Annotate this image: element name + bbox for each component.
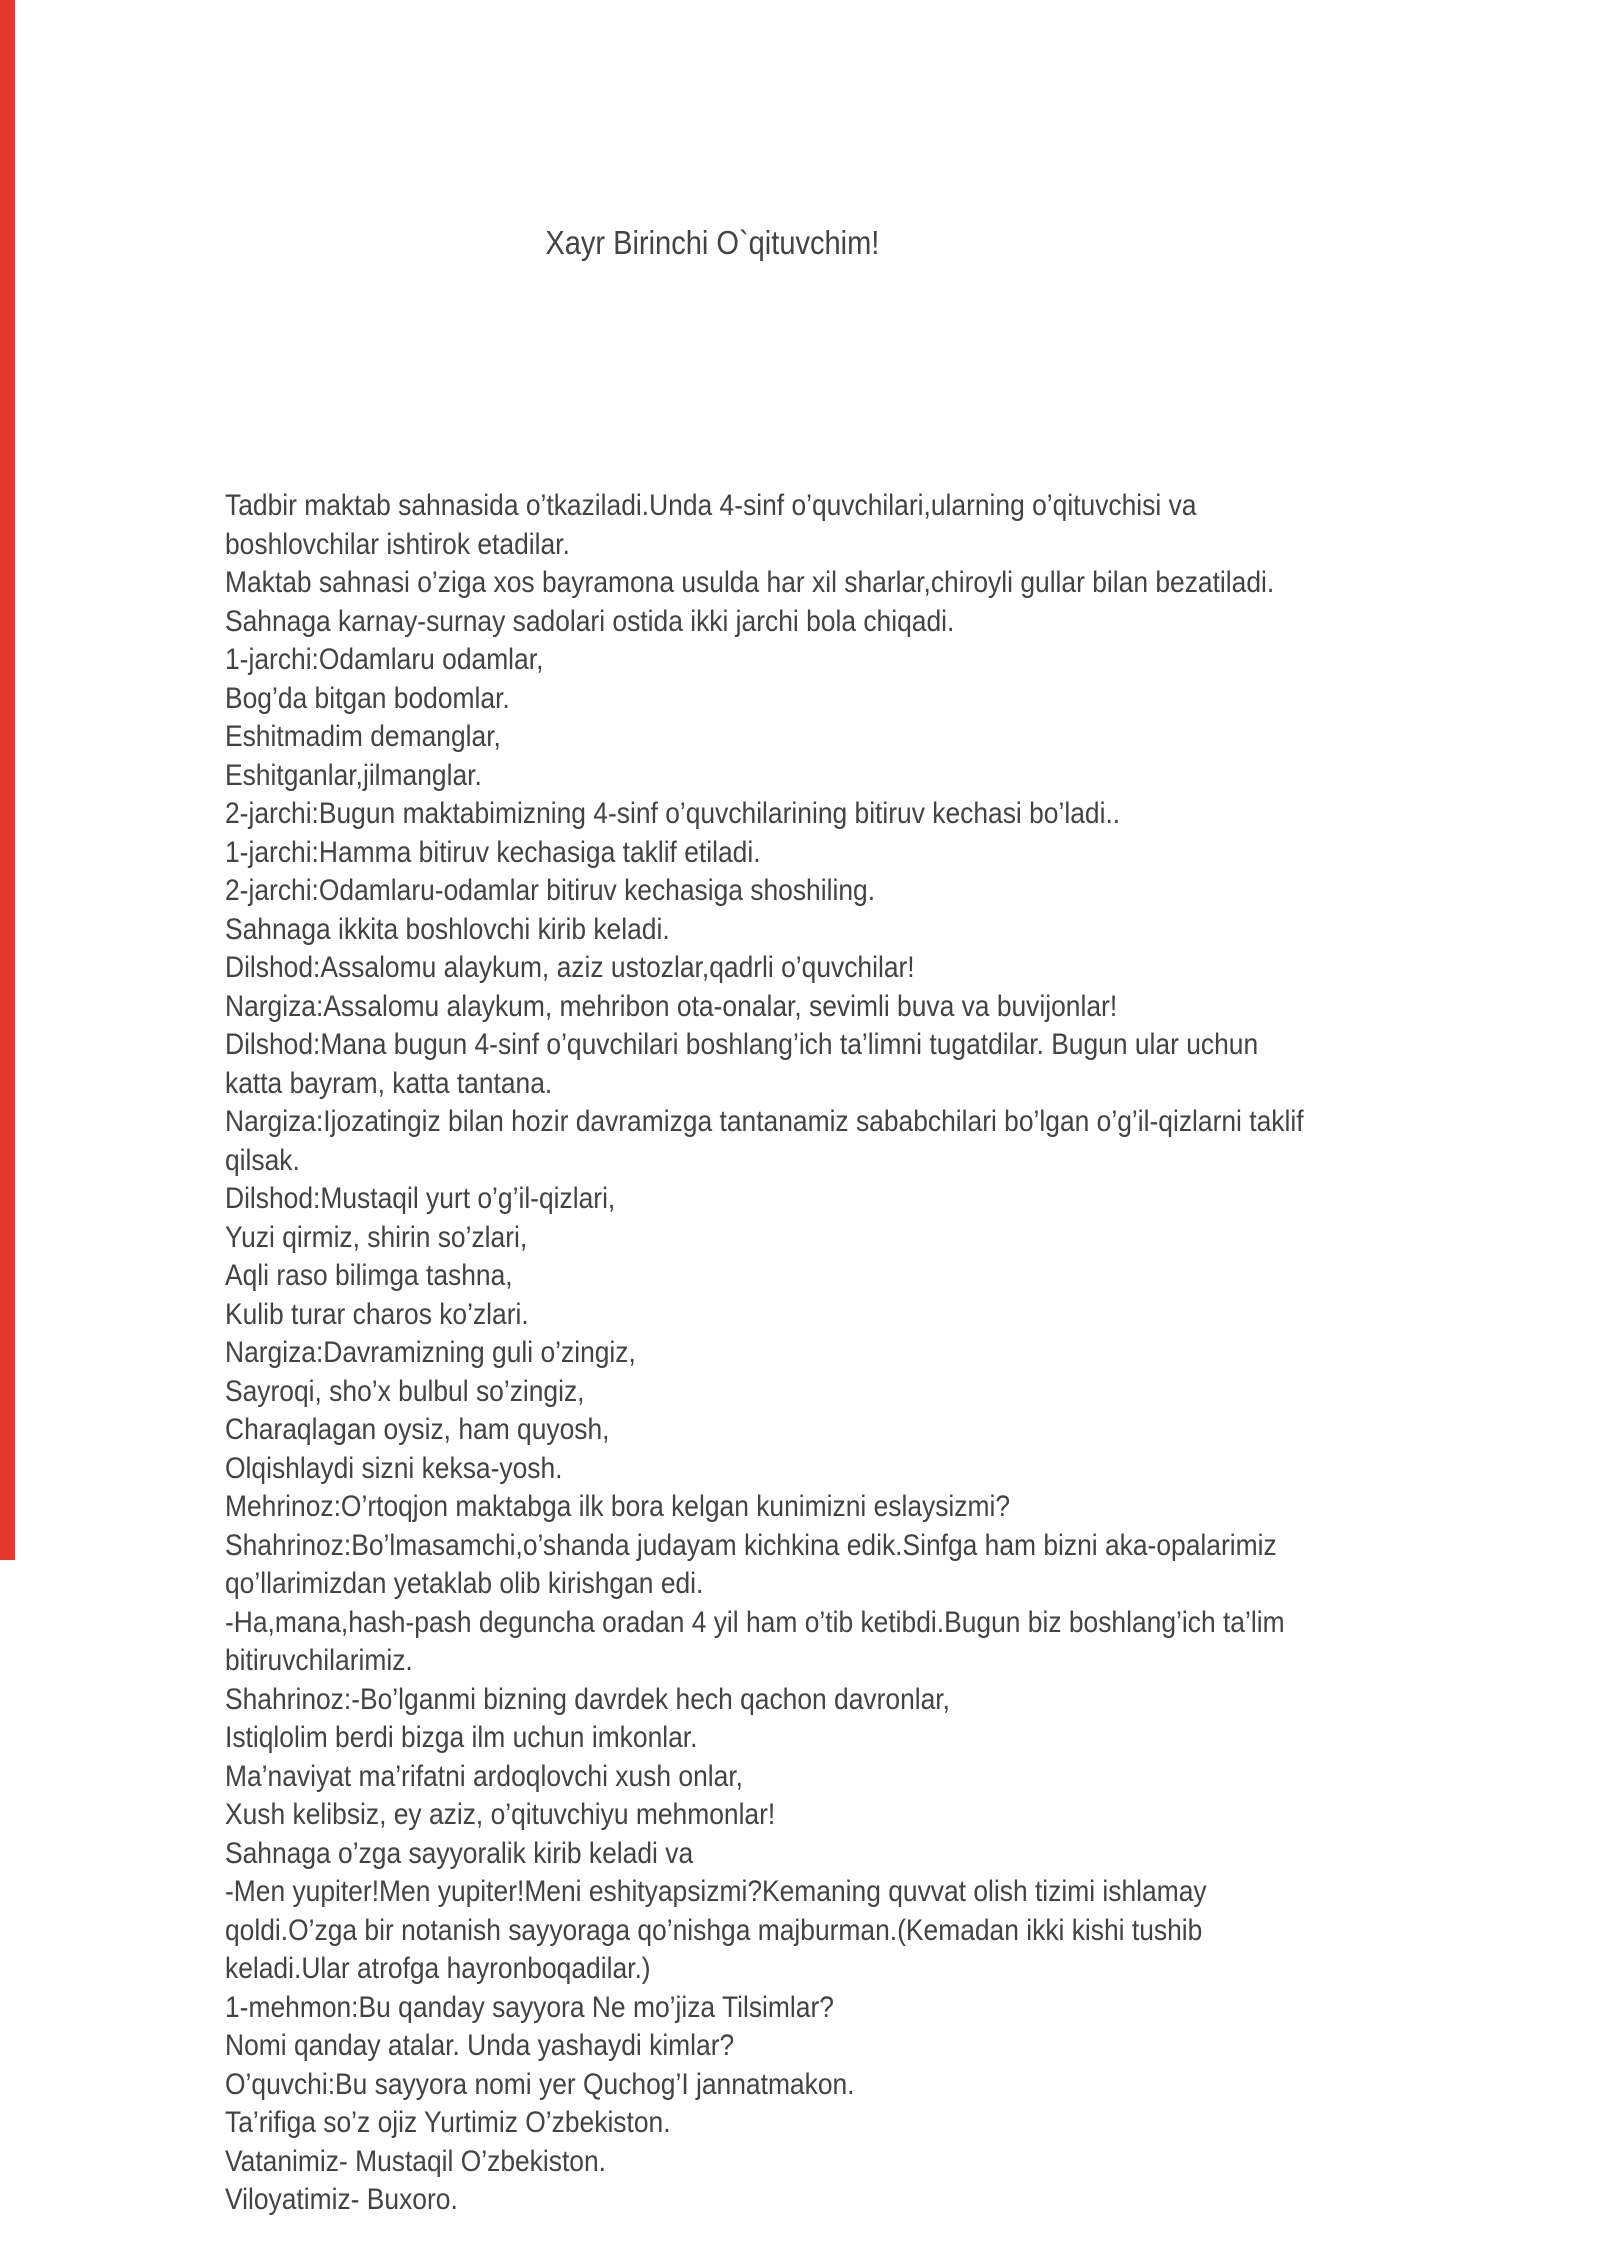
text-line: Shahrinoz:-Bo’lganmi bizning davrdek hech qachon davronlar, (225, 1682, 950, 1716)
text-line: Ta’rifiga so’z ojiz Yurtimiz O’zbekiston. (225, 2106, 671, 2139)
text-line: 1-jarchi:Hamma bitiruv kechasiga taklif etiladi. (225, 835, 761, 869)
text-line: Sahnaga ikkita boshlovchi kirib keladi. (225, 912, 670, 946)
text-line: Dilshod:Mustaqil yurt o’g’il-qizlari, (225, 1182, 616, 1215)
text-line: Sahnaga o’zga sayyoralik kirib keladi va (225, 1836, 694, 1870)
text-line: qo’llarimizdan yetaklab olib kirishgan edi. (225, 1567, 704, 1600)
text-line: qoldi.O’zga bir notanish sayyoraga qo’nishga majburman.(Kemadan ikki kishi tushib (225, 1913, 1203, 1947)
text-line: Charaqlagan oysiz, ham quyosh, (225, 1413, 610, 1446)
document-body (225, 487, 1304, 2220)
left-edge-red-bar (0, 0, 15, 1560)
text-line: Nomi qanday atalar. Unda yashaydi kimlar? (225, 2029, 735, 2062)
text-line: boshlovchilar ishtirok etadilar. (225, 527, 570, 561)
text-line: 2-jarchi:Odamlaru-odamlar bitiruv kechasiga shoshiling. (225, 874, 876, 907)
document-text-block (225, 187, 1304, 2256)
text-line: Ma’naviyat ma’rifatni ardoqlovchi xush onlar, (225, 1759, 743, 1793)
document-title: Xayr Birinchi O`qituvchim! (545, 224, 880, 261)
text-line: Eshitganlar,jilmanglar. (225, 758, 482, 792)
text-line: Dilshod:Mana bugun 4-sinf o’quvchilari boshlang’ich ta’limni tugatdilar. Bugun ular uchun (225, 1028, 1259, 1061)
text-line: katta bayram, katta tantana. (225, 1066, 553, 1100)
text-line: Dilshod:Assalomu alaykum, aziz ustozlar,qadrli o’quvchilar! (225, 951, 915, 984)
text-line: Kulib turar charos ko’zlari. (225, 1297, 529, 1331)
text-line: Olqishlaydi sizni keksa-yosh. (225, 1451, 563, 1485)
title-gap (225, 317, 1304, 433)
text-line: Viloyatimiz- Buxoro. (225, 2183, 458, 2216)
text-line: Vatanimiz- Mustaqil O’zbekiston. (225, 2144, 606, 2178)
text-line: 2-jarchi:Bugun maktabimizning 4-sinf o’quvchilarining bitiruv kechasi bo’ladi.. (225, 797, 1121, 830)
text-line: Nargiza:Assalomu alaykum, mehribon ota-onalar, sevimli buva va buvijonlar! (225, 989, 1118, 1023)
text-line: Maktab sahnasi o’ziga xos bayramona usulda har xil sharlar,chiroyli gullar bilan bezatiladi. (225, 566, 1275, 599)
text-line: Sahnaga karnay-surnay sadolari ostida ikki jarchi bola chiqadi. (225, 604, 955, 638)
text-line: Shahrinoz:Bo’lmasamchi,o’shanda judayam kichkina edik.Sinfga ham bizni aka-opalarimiz (225, 1528, 1277, 1562)
text-line: Tadbir maktab sahnasida o’tkaziladi.Unda 4-sinf o’quvchilari,ularning o’qituvchisi va (225, 489, 1197, 522)
text-line: Xush kelibsiz, ey aziz, o’qituvchiyu mehmonlar! (225, 1798, 776, 1831)
text-line: Eshitmadim demanglar, (225, 720, 501, 753)
text-line: qilsak. (225, 1143, 300, 1177)
text-line: Yuzi qirmiz, shirin so’zlari, (225, 1220, 528, 1254)
text-line: Nargiza:Davramizning guli o’zingiz, (225, 1336, 636, 1369)
text-line: bitiruvchilarimiz. (225, 1644, 413, 1677)
text-line: keladi.Ular atrofga hayronboqadilar.) (225, 1952, 651, 1985)
text-line: -Men yupiter!Men yupiter!Meni eshityapsizmi?Kemaning quvvat olish tizimi ishlamay (225, 1875, 1207, 1908)
text-line: O’quvchi:Bu sayyora nomi yer Quchog’I jannatmakon. (225, 2067, 855, 2101)
text-line: Aqli raso bilimga tashna, (225, 1259, 513, 1292)
text-line: Mehrinoz:O’rtoqjon maktabga ilk bora kelgan kunimizni eslaysizmi? (225, 1490, 1011, 1523)
text-line: 1-mehmon:Bu qanday sayyora Ne mo’jiza Tilsimlar? (225, 1990, 834, 2024)
text-line: Sayroqi, sho’x bulbul so’zingiz, (225, 1374, 585, 1408)
text-line: Bog’da bitgan bodomlar. (225, 681, 510, 715)
text-line: Istiqlolim berdi bizga ilm uchun imkonlar. (225, 1721, 698, 1754)
text-line: -Ha,mana,hash-pash deguncha oradan 4 yil ham o’tib ketibdi.Bugun biz boshlang’ich ta’lim (225, 1605, 1285, 1639)
text-line: Nargiza:Ijozatingiz bilan hozir davramizga tantanamiz sababchilari bo’lgan o’g’il-qizlarni taklif (225, 1105, 1304, 1138)
text-line: 1-jarchi:Odamlaru odamlar, (225, 643, 544, 676)
